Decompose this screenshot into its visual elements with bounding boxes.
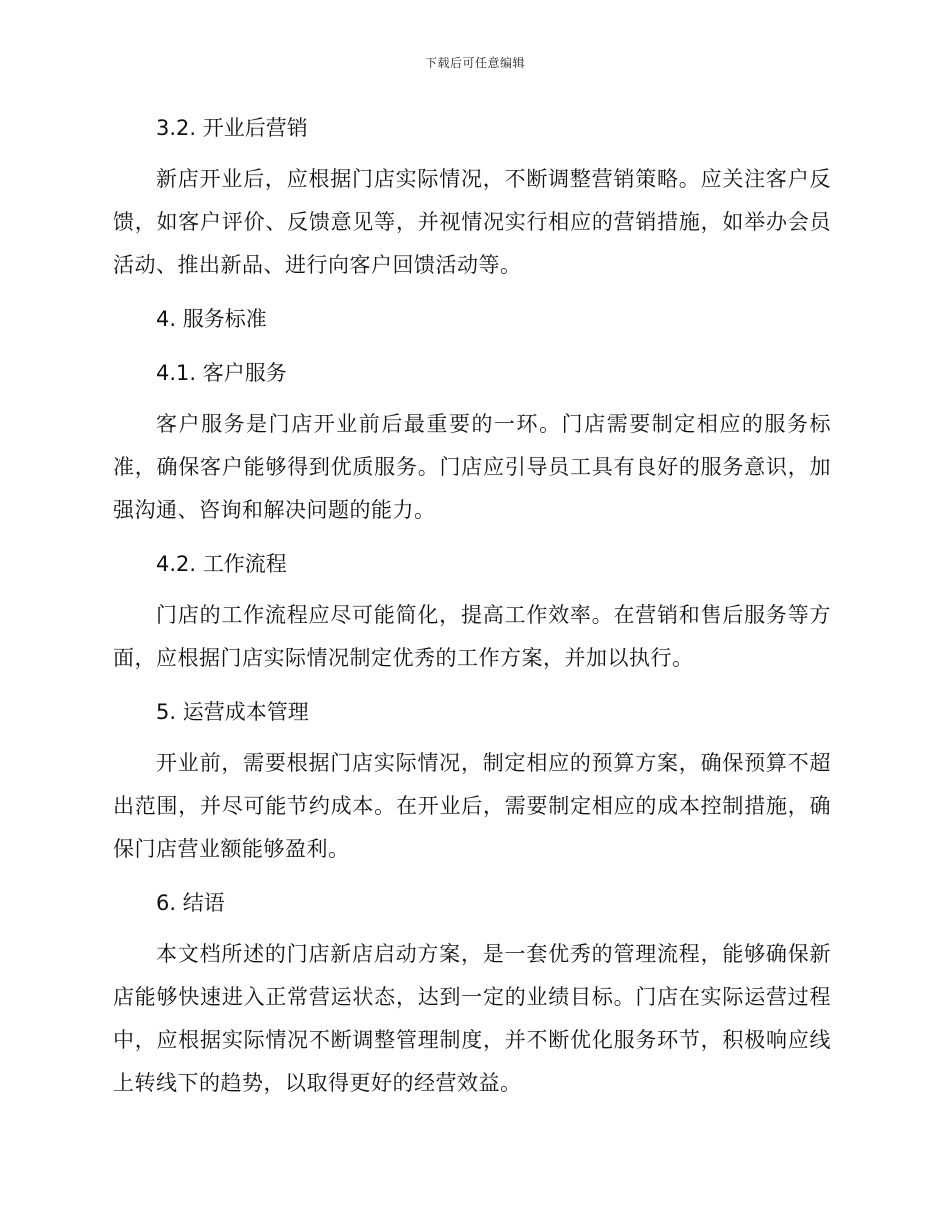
section-heading-5: 5. 运营成本管理 <box>156 700 309 724</box>
section-heading-4: 4. 服务标准 <box>156 307 267 331</box>
section-heading-4-2: 4.2. 工作流程 <box>156 552 287 576</box>
section-paragraph-4-2: 门店的工作流程应尽可能简化，提高工作效率。在营销和售后服务等方面，应根据门店实际情况制定优秀的工作方案，并加以执行。 <box>113 603 831 670</box>
section-paragraph-6: 本文档所述的门店新店启动方案，是一套优秀的管理流程，能够确保新店能够快速进入正常营运状态，达到一定的业绩目标。门店在实际运营过程中，应根据实际情况不断调整管理制度，并不断优化服务环节，积极响应线上转线下的趋势，以取得更好的经营效益。 <box>113 942 831 1095</box>
section-paragraph-5: 开业前，需要根据门店实际情况，制定相应的预算方案，确保预算不超出范围，并尽可能节约成本。在开业后，需要制定相应的成本控制措施，确保门店营业额能够盈利。 <box>113 751 831 861</box>
section-heading-4-1: 4.1. 客户服务 <box>156 361 287 385</box>
section-paragraph-3-2: 新店开业后，应根据门店实际情况，不断调整营销策略。应关注客户反馈，如客户评价、反馈意见等，并视情况实行相应的营销措施，如举办会员活动、推出新品、进行向客户回馈活动等。 <box>113 167 831 277</box>
header-note: 下载后可任意编辑 <box>424 56 525 70</box>
section-heading-6: 6. 结语 <box>156 891 225 915</box>
section-paragraph-4-1: 客户服务是门店开业前后最重要的一环。门店需要制定相应的服务标准，确保客户能够得到优质服务。门店应引导员工具有良好的服务意识，加强沟通、咨询和解决问题的能力。 <box>113 412 831 522</box>
section-heading-3-2: 3.2. 开业后营销 <box>156 116 308 140</box>
document-body <box>113 108 831 1105</box>
